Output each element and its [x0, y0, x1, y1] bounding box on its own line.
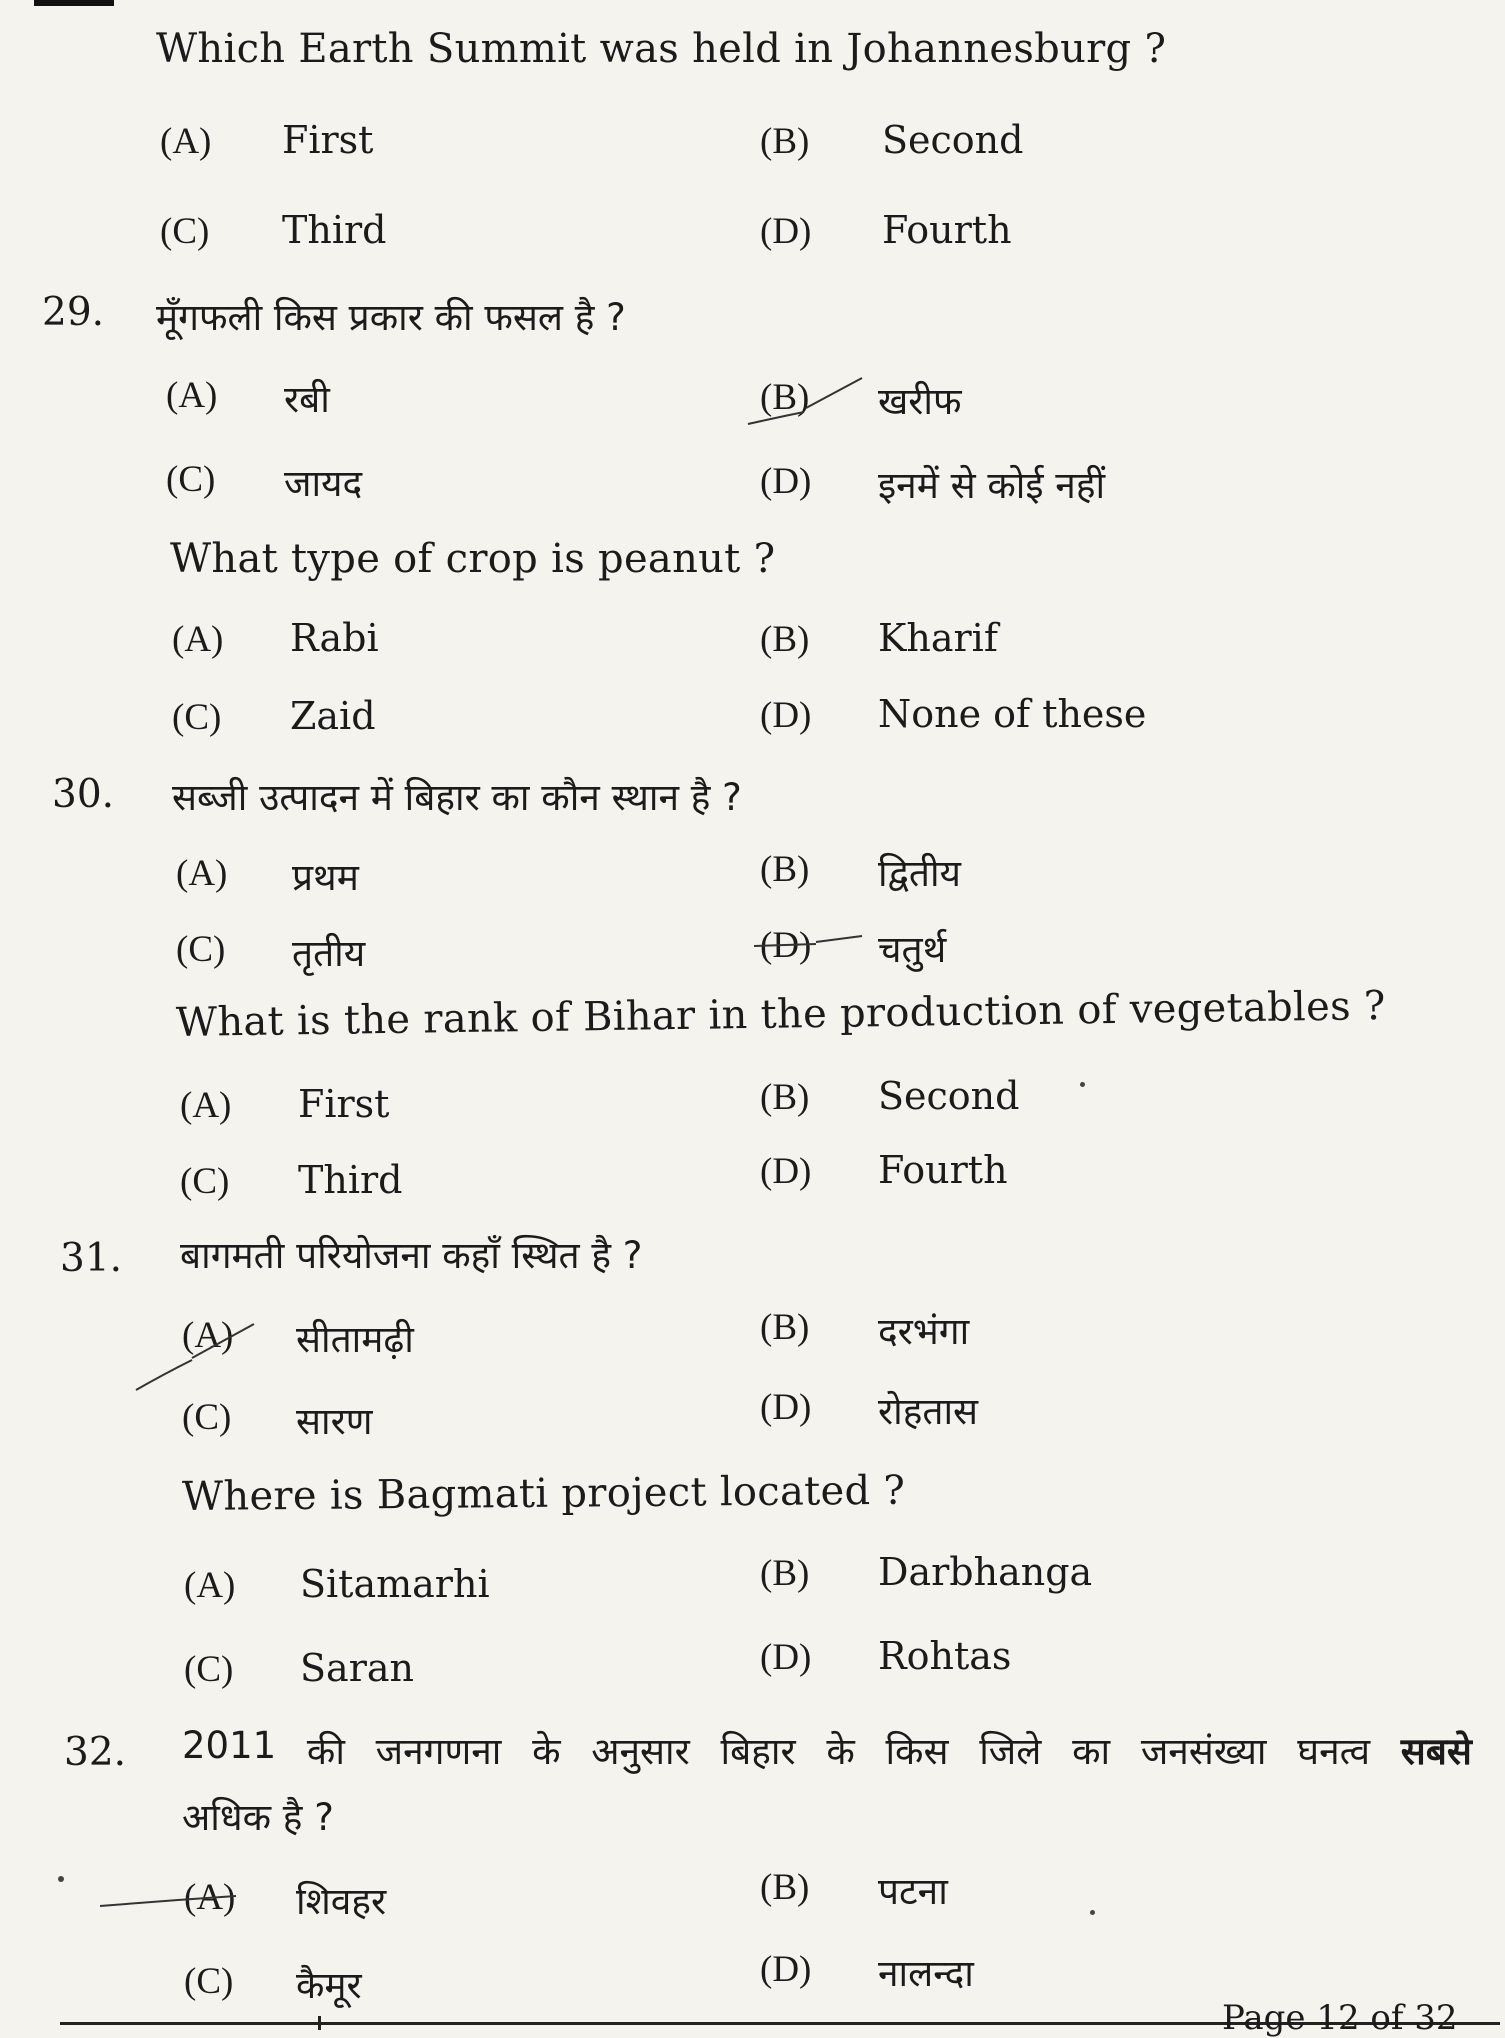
option-label: (D) — [760, 925, 812, 966]
option-text: Darbhanga — [878, 1550, 1093, 1594]
question-word: बिहार — [720, 1730, 796, 1773]
option-label: (A) — [176, 853, 228, 894]
option-text: दरभंगा — [878, 1310, 970, 1353]
pen-mark-strike — [98, 1880, 248, 1920]
q29-en-option-b — [760, 616, 998, 661]
q29-en-option-d — [760, 692, 1147, 737]
question-word: सबसे — [1400, 1730, 1472, 1773]
option-text: चतुर्थ — [878, 928, 947, 971]
q32-hi-question-line2: अधिक है ? — [182, 1796, 334, 1839]
q29-en-question: What type of crop is peanut ? — [170, 536, 776, 582]
question-number: 32. — [64, 1730, 127, 1775]
option-text: रोहतास — [878, 1390, 979, 1433]
option-text: Rabi — [290, 616, 379, 660]
option-label: (D) — [760, 695, 812, 736]
q29-hi-option-c — [166, 456, 363, 505]
option-label: (C) — [182, 1397, 232, 1438]
question-word: किस — [885, 1730, 949, 1773]
q31-en-option-d — [760, 1634, 1012, 1679]
option-label: (C) — [176, 929, 226, 970]
q31-hi-option-c — [182, 1394, 373, 1443]
option-text: नालन्दा — [878, 1952, 974, 1995]
option-text: Second — [882, 118, 1024, 162]
option-label: (A) — [184, 1565, 236, 1606]
top-edge-bar — [34, 0, 114, 6]
q32-hi-option-d — [760, 1946, 974, 1995]
option-text: सारण — [296, 1400, 373, 1443]
option-text: खरीफ — [878, 380, 962, 423]
q29-hi-option-d — [760, 458, 1106, 507]
question-word: के — [826, 1730, 855, 1773]
question-number: 29. — [42, 290, 105, 335]
q28-en-question: Which Earth Summit was held in Johannesburg ? — [156, 26, 1167, 72]
option-text: रबी — [284, 378, 330, 421]
q30-hi-option-a — [176, 850, 359, 899]
option-label: (A) — [166, 375, 218, 416]
speck — [1080, 1082, 1085, 1087]
option-label: (C) — [184, 1961, 234, 2002]
q30-hi-option-b — [760, 846, 961, 895]
option-label: (C) — [172, 697, 222, 738]
option-label: (D) — [760, 1949, 812, 1990]
question-word: के — [532, 1730, 561, 1773]
option-label: (A) — [182, 1315, 234, 1356]
option-text: First — [282, 118, 374, 162]
option-text: जायद — [284, 462, 363, 505]
q32-hi-question-line1 — [182, 1724, 1472, 1775]
q29-hi-question: मूँगफली किस प्रकार की फसल है ? — [156, 296, 626, 339]
option-text: प्रथम — [292, 856, 359, 899]
option-label: (C) — [180, 1161, 230, 1202]
q31-hi-question: बागमती परियोजना कहाँ स्थित है ? — [180, 1234, 643, 1277]
speck — [58, 1876, 64, 1882]
option-text: Third — [298, 1158, 403, 1202]
question-word: घनत्व — [1297, 1730, 1371, 1773]
q31-en-option-b — [760, 1550, 1093, 1595]
question-word: की — [306, 1730, 345, 1773]
question-word: अनुसार — [591, 1730, 690, 1773]
option-label: (A) — [172, 619, 224, 660]
option-label: (B) — [760, 619, 810, 660]
pen-mark-tick — [744, 372, 864, 432]
option-text: Second — [878, 1074, 1020, 1118]
option-text: सीतामढ़ी — [296, 1318, 414, 1361]
speck — [1090, 1910, 1095, 1915]
option-text: Fourth — [878, 1148, 1008, 1192]
q29-en-option-a — [172, 616, 379, 661]
option-text: Kharif — [878, 616, 998, 660]
question-word: 2011 — [182, 1724, 277, 1767]
q30-en-option-b — [760, 1074, 1020, 1119]
option-text: Sitamarhi — [300, 1562, 490, 1606]
pen-mark-strike — [752, 924, 872, 964]
option-label: (D) — [760, 1637, 812, 1678]
q30-en-option-d — [760, 1148, 1008, 1193]
question-number: 31. — [60, 1236, 123, 1281]
option-text: शिवहर — [296, 1880, 387, 1923]
option-text: पटना — [878, 1870, 948, 1913]
q28-en-option-b — [760, 118, 1024, 163]
q30-en-option-c — [180, 1158, 403, 1203]
page-number: Page 12 of 32 — [1222, 1998, 1458, 2038]
q29-hi-option-a — [166, 372, 330, 421]
q28-en-option-a — [160, 118, 374, 163]
q31-en-question: Where is Bagmati project located ? — [181, 1467, 906, 1520]
option-label: (A) — [180, 1085, 232, 1126]
q31-en-option-a — [184, 1562, 490, 1607]
option-label: (C) — [160, 211, 210, 252]
option-label: (B) — [760, 1867, 810, 1908]
option-text: कैमूर — [296, 1964, 362, 2007]
q31-en-option-c — [184, 1646, 414, 1691]
q32-hi-option-c — [184, 1958, 362, 2007]
footer-rule-tick — [318, 2016, 321, 2030]
pen-mark-tick — [134, 1314, 274, 1394]
option-label: (D) — [760, 1151, 812, 1192]
option-label: (B) — [760, 121, 810, 162]
option-text: Fourth — [882, 208, 1012, 252]
question-number: 30. — [52, 772, 115, 817]
q29-en-option-c — [172, 694, 376, 739]
option-label: (B) — [760, 849, 810, 890]
option-text: None of these — [878, 692, 1147, 736]
option-label: (D) — [760, 461, 812, 502]
q31-hi-option-d — [760, 1384, 979, 1433]
option-label: (C) — [184, 1649, 234, 1690]
q30-hi-question: सब्जी उत्पादन में बिहार का कौन स्थान है ? — [172, 776, 742, 819]
q28-en-option-c — [160, 208, 387, 253]
option-label: (B) — [760, 377, 810, 418]
option-label: (B) — [760, 1553, 810, 1594]
question-word: जिले — [979, 1730, 1042, 1773]
q32-hi-option-b — [760, 1864, 948, 1913]
option-label: (C) — [166, 459, 216, 500]
option-label: (A) — [160, 121, 212, 162]
option-text: इनमें से कोई नहीं — [878, 464, 1106, 507]
option-text: Third — [282, 208, 387, 252]
question-word: का — [1072, 1730, 1111, 1773]
option-text: Zaid — [290, 694, 376, 738]
option-label: (B) — [760, 1077, 810, 1118]
option-text: तृतीय — [292, 932, 366, 975]
option-text: First — [298, 1082, 390, 1126]
question-word: जनगणना — [375, 1730, 502, 1773]
q30-en-option-a — [180, 1082, 390, 1127]
q31-hi-option-b — [760, 1304, 970, 1353]
option-label: (D) — [760, 1387, 812, 1428]
q28-en-option-d — [760, 208, 1012, 253]
q30-hi-option-c — [176, 926, 366, 975]
option-text: Rohtas — [878, 1634, 1012, 1678]
q30-en-question: What is the rank of Bihar in the production of vegetables ? — [175, 983, 1386, 1046]
option-label: (A) — [184, 1877, 236, 1918]
option-text: द्वितीय — [878, 852, 961, 895]
option-label: (B) — [760, 1307, 810, 1348]
option-label: (D) — [760, 211, 812, 252]
option-text: Saran — [300, 1646, 414, 1690]
question-word: जनसंख्या — [1140, 1730, 1267, 1773]
